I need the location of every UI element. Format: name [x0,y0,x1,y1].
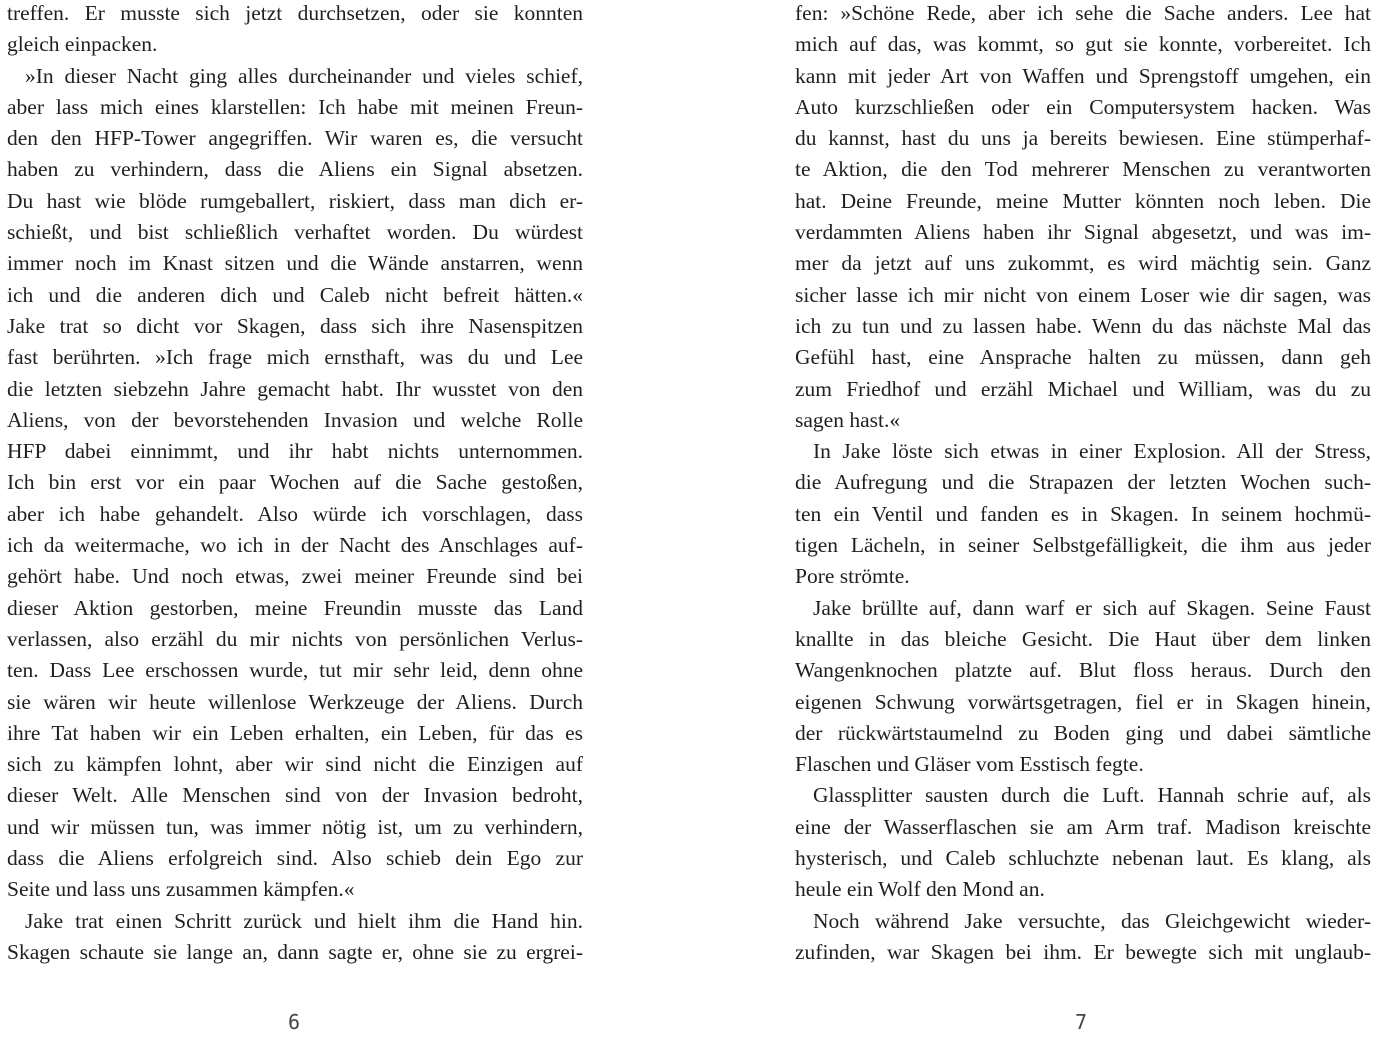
text-line: mich auf das, was kommt, so gut sie konnte, vorbereitet. Ich [795,32,1371,57]
text-line: Aliens, von der bevorstehenden Invasion und welche Rolle [7,407,583,432]
text-line: sie wären wir heute willenlose Werkzeuge der Aliens. Durch [7,689,583,714]
left-page [7,0,583,1038]
text-line: Glassplitter sausten durch die Luft. Hannah schrie auf, als [813,783,1371,808]
text-line: Ich bin erst vor ein paar Wochen auf die Sache gestoßen, [7,470,583,495]
text-line: treffen. Er musste sich jetzt durchsetzen, oder sie konnten [7,1,583,25]
text-line: schießt, und bist schließlich verhaftet worden. Du würdest [7,220,583,245]
text-line: immer noch im Knast sitzen und die Wände anstarren, wenn [7,251,583,276]
text-line: Du hast wie blöde rumgeballert, riskiert, dass man dich er- [7,188,583,213]
text-line: knallte in das bleiche Gesicht. Die Haut über dem linken [795,626,1371,651]
text-line: ten. Dass Lee erschossen wurde, tut mir sehr leid, denn ohne [7,658,583,683]
page-number: 7 [1074,1010,1088,1034]
text-line: ich und die anderen dich und Caleb nicht befreit hätten.« [7,282,583,307]
text-line: Jake trat so dicht vor Skagen, dass sich ihre Nasenspitzen [7,313,583,338]
text-line: ihre Tat haben wir ein Leben erhalten, ein Leben, für das es [7,720,583,745]
text-line: Jake brüllte auf, dann warf er sich auf Skagen. Seine Faust [813,595,1371,620]
text-line: HFP dabei einnimmt, und ihr habt nichts unternommen. [7,439,583,464]
text-line: eine der Wasserflaschen sie am Arm traf. Madison kreischte [795,814,1371,839]
text-line: »In dieser Nacht ging alles durcheinander und vieles schief, [25,63,583,88]
text-line: die letzten siebzehn Jahre gemacht habt. Ihr wusstet von den [7,376,583,401]
text-line: Auto kurzschließen oder ein Computersystem hacken. Was [795,94,1371,119]
right-page [795,0,1371,1038]
text-line: Noch während Jake versuchte, das Gleichgewicht wieder- [813,908,1371,933]
text-line: sagen hast.« [795,407,901,432]
text-line: zum Friedhof und erzähl Michael und William, was du zu [795,376,1371,401]
text-line: Seite und lass uns zusammen kämpfen.« [7,877,355,902]
text-line: fen: »Schöne Rede, aber ich sehe die Sache anders. Lee hat [795,1,1371,25]
text-line: gehört habe. Und noch etwas, zwei meiner Freunde sind bei [7,564,583,589]
text-line: dieser Welt. Alle Menschen sind von der Invasion bedroht, [7,783,583,808]
text-line: ich zu tun und zu lassen habe. Wenn du das nächste Mal das [795,313,1371,338]
text-line: hat. Deine Freunde, meine Mutter könnten noch leben. Die [795,188,1371,213]
text-line: eigenen Schwung vorwärtsgetragen, fiel er in Skagen hinein, [795,689,1371,714]
text-line: Wangenknochen platzte auf. Blut floss heraus. Durch den [795,658,1371,683]
text-line: verlassen, also erzähl du mir nichts von persönlichen Verlus- [7,626,583,651]
right-page-text [795,0,1371,970]
text-line: die Aufregung und die Strapazen der letzten Wochen such- [795,470,1371,495]
text-line: Gefühl hast, eine Ansprache halten zu müssen, dann geh [795,345,1371,370]
text-line: sich zu kämpfen lohnt, aber wir sind nicht die Einzigen auf [7,752,583,777]
text-line: heule ein Wolf den Mond an. [795,877,1045,902]
text-line: fast berührten. »Ich frage mich ernsthaft, was du und Lee [7,345,583,370]
text-line: Pore strömte. [795,564,910,589]
text-line: aber lass mich eines klarstellen: Ich habe mit meinen Freun- [7,94,583,119]
text-line: te Aktion, die den Tod mehrerer Menschen zu verantworten [795,157,1371,182]
text-line: Flaschen und Gläser vom Esstisch fegte. [795,752,1144,777]
text-line: verdammten Aliens haben ihr Signal abgesetzt, und was im- [795,220,1371,245]
left-page-text [7,0,583,970]
text-line: dieser Aktion gestorben, meine Freundin musste das Land [7,595,583,620]
text-line: der rückwärtstaumelnd zu Boden ging und dabei sämtliche [795,720,1371,745]
page-number: 6 [287,1010,301,1034]
text-line: sicher lasse ich mir nicht von einem Loser wie dir sagen, was [795,282,1371,307]
text-line: kann mit jeder Art von Waffen und Sprengstoff umgehen, ein [795,63,1371,88]
text-line: tigen Lächeln, in seiner Selbstgefälligkeit, die ihm aus jeder [795,533,1371,558]
text-line: haben zu verhindern, dass die Aliens ein Signal absetzen. [7,157,583,182]
text-line: ich da weitermache, wo ich in der Nacht des Anschlages auf- [7,533,583,558]
text-line: In Jake löste sich etwas in einer Explosion. All der Stress, [813,439,1371,464]
text-line: hysterisch, und Caleb schluchzte nebenan laut. Es klang, als [795,846,1371,871]
text-line: Jake trat einen Schritt zurück und hielt ihm die Hand hin. [25,908,583,933]
text-line: mer da jetzt auf uns zukommt, es wird mächtig sein. Ganz [795,251,1371,276]
text-line: Skagen schaute sie lange an, dann sagte er, ohne sie zu ergrei- [7,939,583,964]
text-line: den den HFP-Tower angegriffen. Wir waren es, die versucht [7,126,583,151]
text-line: gleich einpacken. [7,32,158,57]
text-line: du kannst, hast du uns ja bereits bewiesen. Eine stümperhaf- [795,126,1371,151]
text-line: zufinden, war Skagen bei ihm. Er bewegte sich mit unglaub- [795,939,1371,964]
text-line: ten ein Ventil und fanden es in Skagen. In seinem hochmü- [795,501,1371,526]
text-line: dass die Aliens erfolgreich sind. Also schieb dein Ego zur [7,846,583,871]
text-line: und wir müssen tun, was immer nötig ist, um zu verhindern, [7,814,583,839]
text-line: aber ich habe gehandelt. Also würde ich vorschlagen, dass [7,501,583,526]
